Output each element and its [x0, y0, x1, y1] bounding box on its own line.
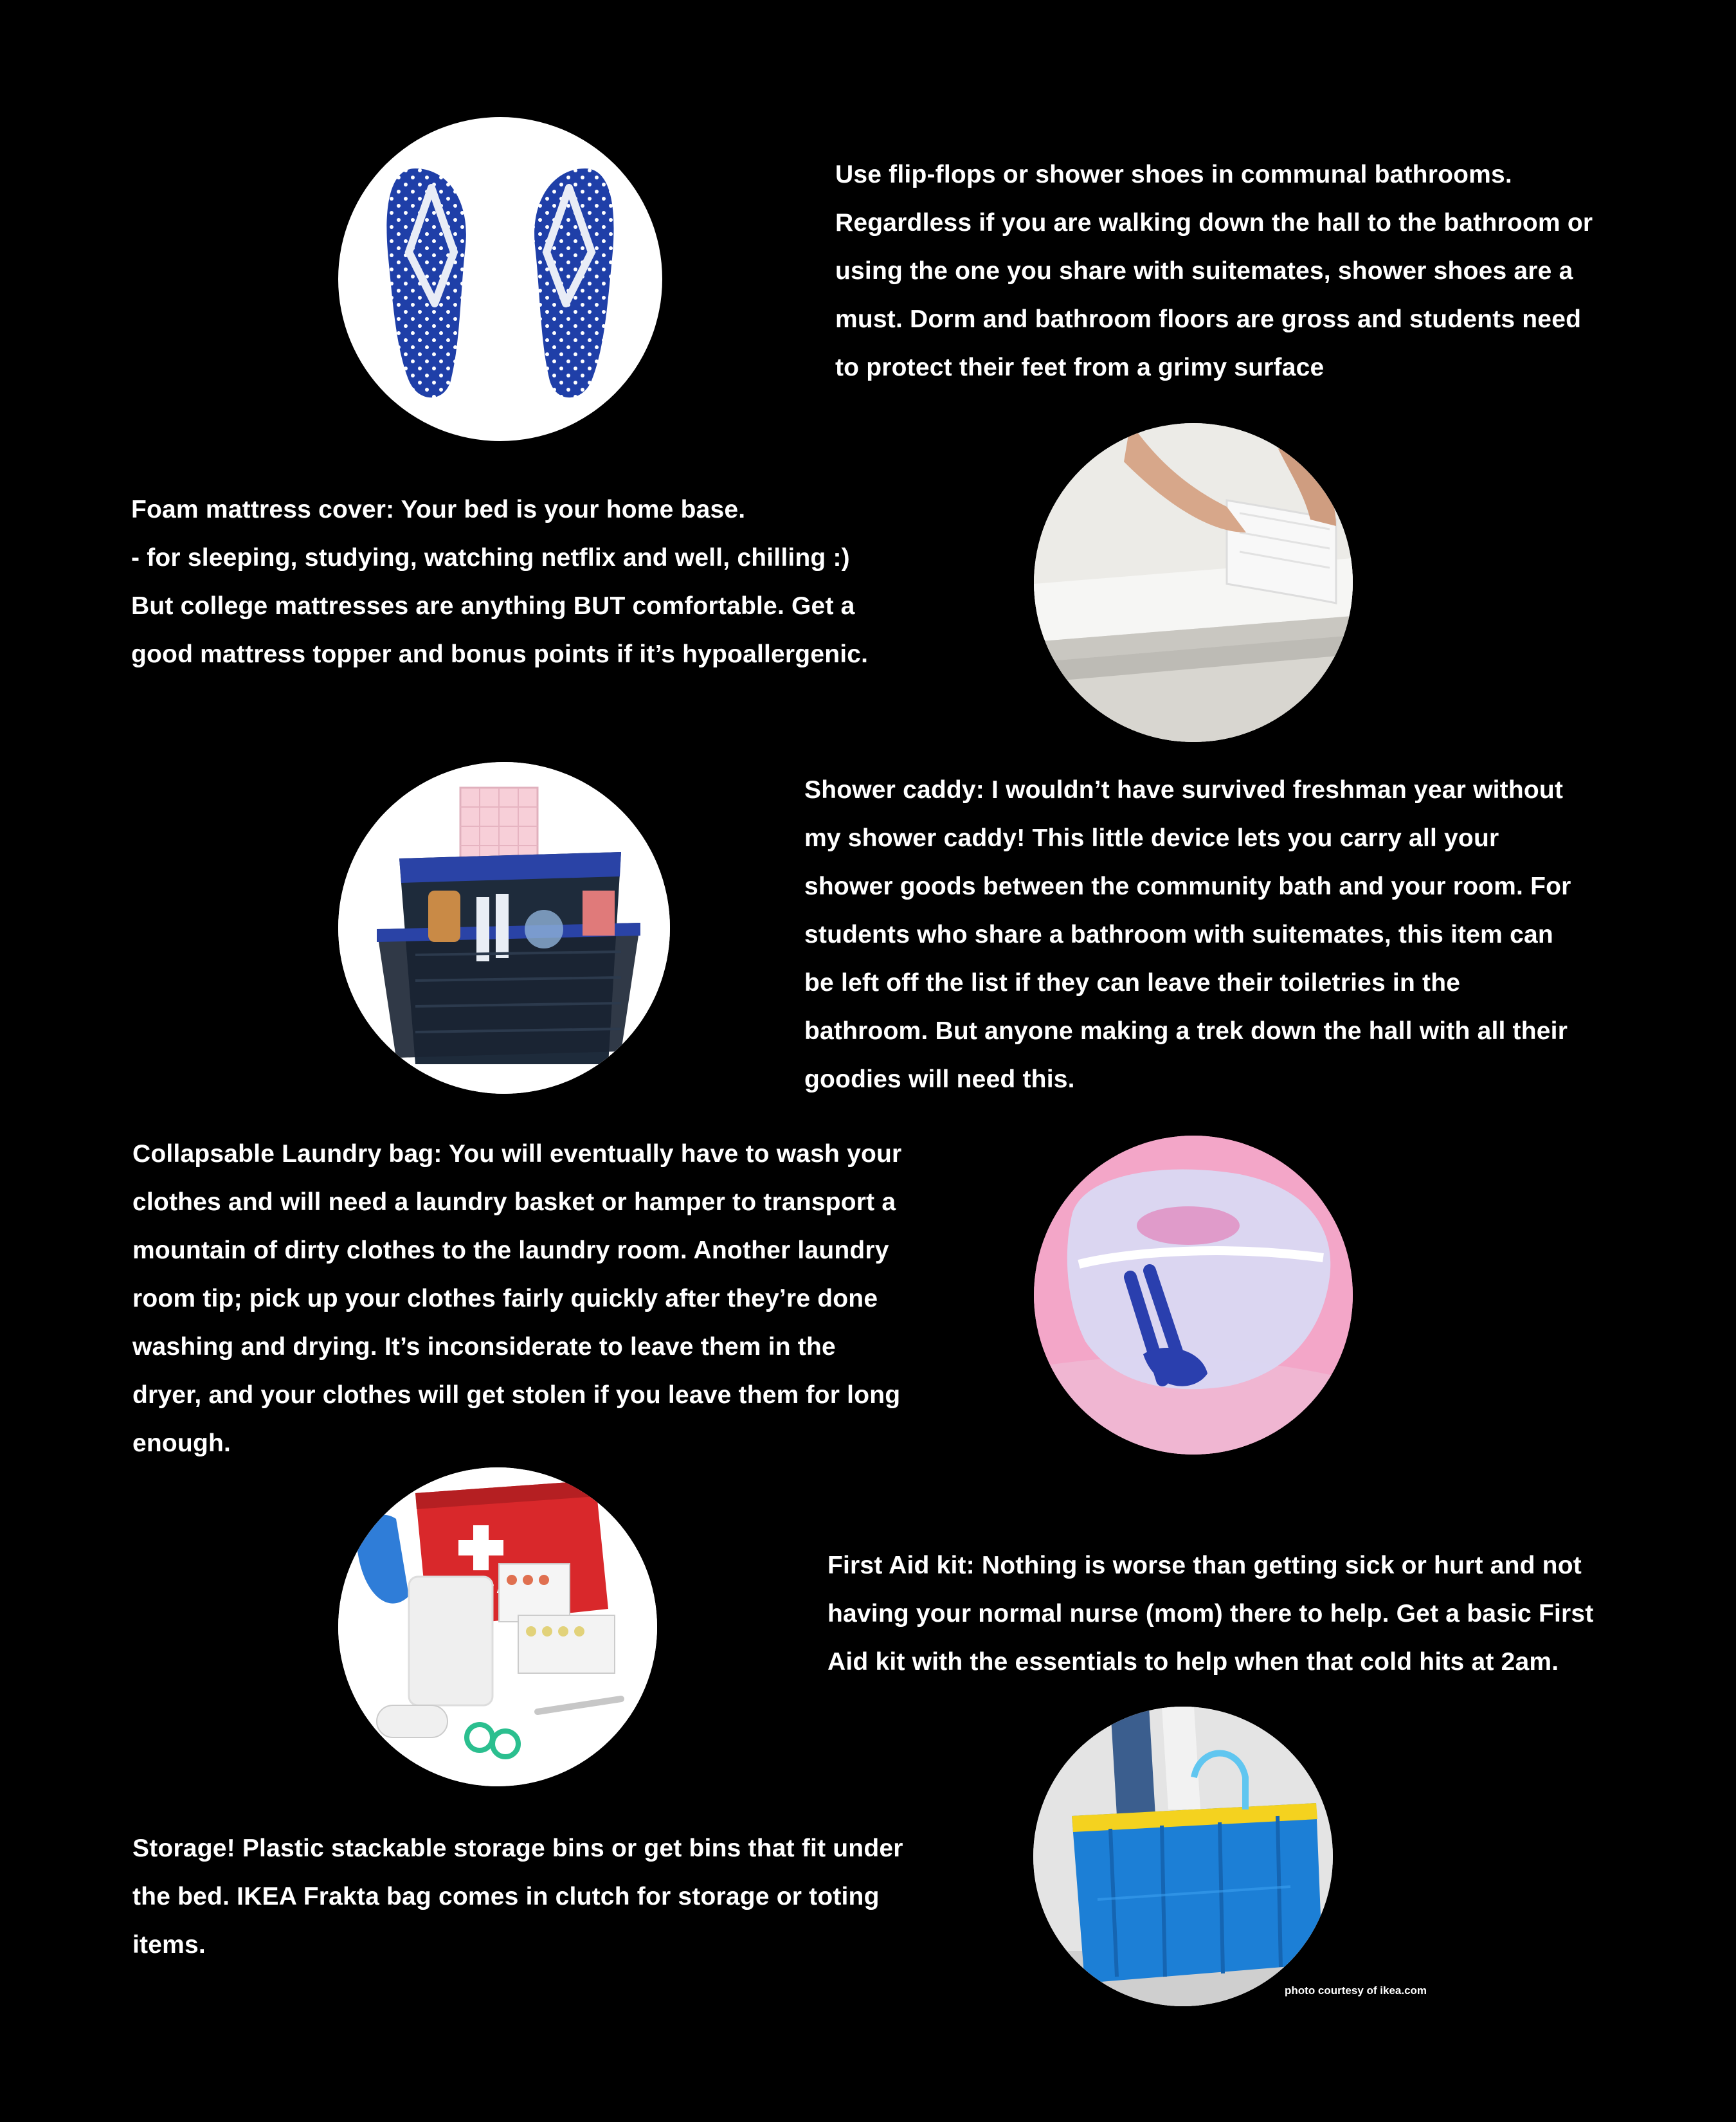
- laundry-bag-image: [1034, 1136, 1353, 1455]
- first-aid-kit-image: [338, 1467, 657, 1786]
- ikea-bag-image: [1033, 1707, 1333, 2006]
- first-aid-text: First Aid kit: Nothing is worse than getting sick or hurt and not having your normal nurse (mom) there to help. Get a basic First Aid kit with the essentials to help when that cold hits at 2am.: [827, 1552, 1594, 1676]
- first-aid-kit-icon: [338, 1467, 657, 1786]
- mattress-topper-icon: [1034, 423, 1353, 742]
- laundry-bag-icon: [1034, 1136, 1353, 1455]
- flip-flops-image: [338, 117, 662, 441]
- flip-flops-text: Use flip-flops or shower shoes in communal bathrooms. Regardless if you are walking down the hall to the bathroom or using the one you share with suitemates, shower shoes are a must. Dorm and bathroom floors are gross and students need to protect their feet from a grimy surface: [835, 161, 1593, 381]
- laundry-bag-text: Collapsable Laundry bag: You will eventually have to wash your clothes and will need a laundry basket or hamper to transport a mountain of dirty clothes to the laundry room. Another laundry room tip; pick up your clothes fairly quickly after they’re done washing and drying. It’s inconsiderate to leave them in the dryer, and your clothes will get stolen if you leave them for long enough.: [132, 1140, 902, 1457]
- ikea-bag-icon: [1033, 1707, 1333, 2006]
- mattress-topper-image: [1034, 423, 1353, 742]
- shower-caddy-icon: [338, 762, 670, 1094]
- mattress-cover-text: Foam mattress cover: Your bed is your home base. - for sleeping, studying, watching netflix and well, chilling :) But college mattresses are anything BUT comfortable. Get a good mattress topper and bonus points if it’s hypoallergenic.: [131, 496, 869, 668]
- flip-flops-icon: [338, 117, 662, 441]
- shower-caddy-image: [338, 762, 670, 1094]
- photo-credit: photo courtesy of ikea.com: [1285, 1984, 1427, 1997]
- shower-caddy-text: Shower caddy: I wouldn’t have survived freshman year without my shower caddy! This little device lets you carry all your shower goods between the community bath and your room. For students who share a bathroom with suitemates, this item can be left off the list if they can leave their toiletries in the bathroom. But anyone making a trek down the hall with all their goodies will need this.: [804, 776, 1571, 1093]
- storage-text: Storage! Plastic stackable storage bins or get bins that fit under the bed. IKEA Frakta bag comes in clutch for storage or toting items.: [132, 1835, 903, 1959]
